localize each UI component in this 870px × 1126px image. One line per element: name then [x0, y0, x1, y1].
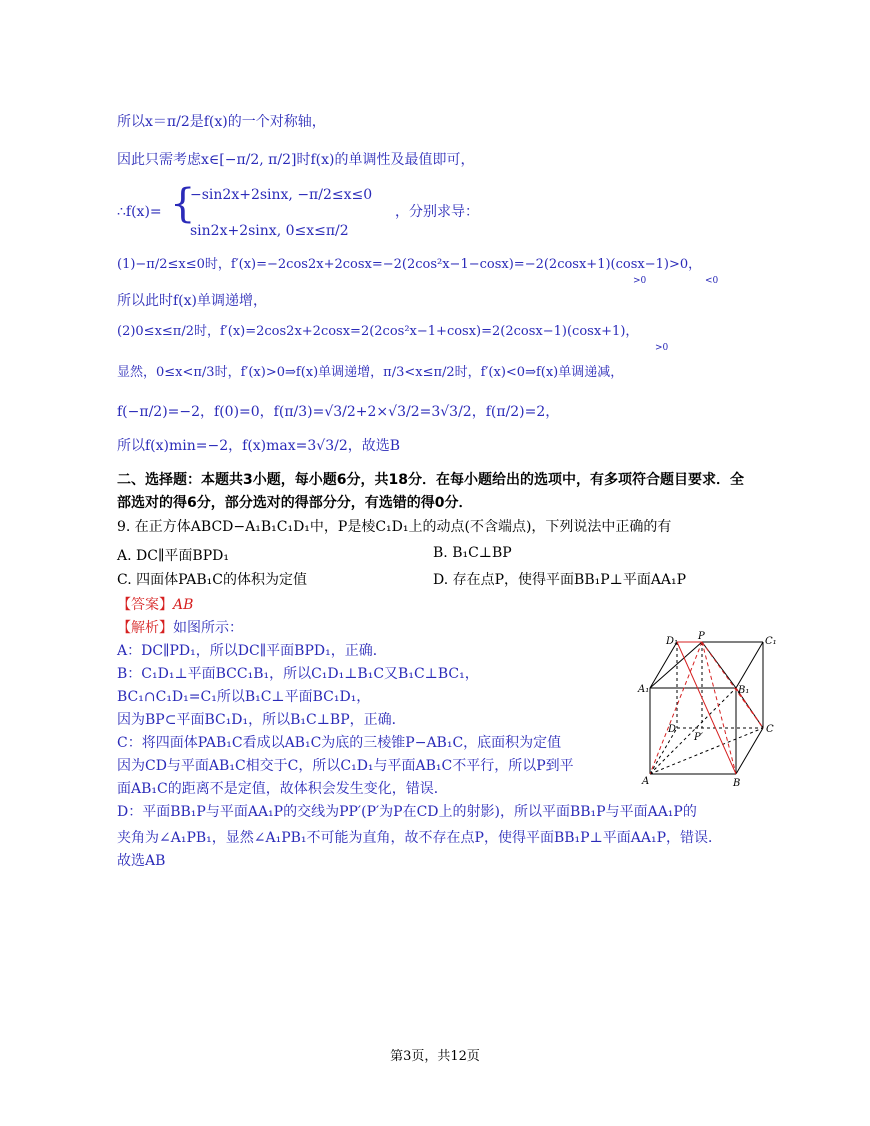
solution-line-3b: ，分别求导：	[395, 204, 479, 220]
analysis-line-8: D：平面BB₁P与平面AA₁P的交线为PP′(P′为P在CD上的射影)，所以平面BB₁P与平面AA₁P的	[117, 804, 697, 820]
label-p: P	[698, 631, 705, 642]
underbrace-label-3: >0	[655, 343, 669, 353]
label-a: A	[642, 776, 650, 787]
solution-line-5: 所以此时f(x)单调递增，	[117, 293, 268, 309]
option-a: A. DC∥平面BPD₁	[117, 548, 229, 564]
section-heading-line-1: 二、选择题：本题共3小题，每小题6分，共18分．在每小题给出的选项中，有多项符合题目要求．全	[117, 472, 744, 488]
analysis-line-9: 夹角为∠A₁PB₁，显然∠A₁PB₁不可能为直角，故不存在点P，使得平面BB₁P⊥平面AA₁P，错误．	[117, 830, 722, 846]
option-b: B. B₁C⊥BP	[433, 545, 512, 561]
option-c: C. 四面体PAB₁C的体积为定值	[117, 572, 307, 588]
option-d: D. 存在点P，使得平面BB₁P⊥平面AA₁P	[433, 572, 687, 588]
analysis-line-2: B：C₁D₁⊥平面BCC₁B₁，所以C₁D₁⊥B₁C又B₁C⊥BC₁，	[117, 666, 479, 682]
piecewise-case-1: −sin2x+2sinx, −π/2≤x≤0	[190, 187, 373, 203]
analysis-line-6: 因为CD与平面AB₁C相交于C，所以C₁D₁与平面AB₁C不平行，所以P到平	[117, 758, 574, 774]
brace-glyph: {	[170, 181, 196, 227]
edge-a1-d1	[650, 642, 677, 688]
underbrace-label-1: >0	[633, 276, 647, 286]
question-9-stem: 9. 在正方体ABCD−A₁B₁C₁D₁中，P是棱C₁D₁上的动点(不含端点)，下列说法中正确的有	[117, 519, 672, 535]
edge-b-c	[736, 728, 763, 774]
underbrace-label-2: <0	[705, 276, 719, 286]
analysis-label: 【解析】	[117, 620, 173, 636]
label-a1: A₁	[638, 684, 650, 695]
solution-line-6: (2)0≤x≤π/2时，f′(x)=2cos2x+2cosx=2(2cos²x−1+cosx)=2(2cosx−1)(cosx+1)，	[117, 324, 639, 339]
hidden-a-c	[650, 728, 763, 774]
edge-b1-c1	[736, 642, 763, 688]
red-p-b	[702, 642, 736, 774]
label-d: D	[668, 724, 677, 735]
solution-line-9: 所以f(x)min=−2，f(x)max=3√3/2，故选B	[117, 438, 401, 454]
label-c: C	[766, 724, 774, 735]
analysis-line-3: BC₁∩C₁D₁=C₁所以B₁C⊥平面BC₁D₁，	[117, 689, 371, 705]
page-footer: 第3页，共12页	[390, 1049, 480, 1064]
solution-line-7: 显然，0≤x<π/3时，f′(x)>0⇒f(x)单调递增，π/3<x≤π/2时，f′(x)<0⇒f(x)单调递减，	[117, 365, 624, 380]
analysis-line-10: 故选AB	[117, 853, 166, 869]
label-b: B	[733, 778, 741, 789]
analysis-line-5: C：将四面体PAB₁C看成以AB₁C为底的三棱锥P−AB₁C，底面积为定值	[117, 735, 562, 751]
piecewise-case-2: sin2x+2sinx, 0≤x≤π/2	[190, 223, 349, 239]
section-heading-line-2: 部选对的得6分，部分选对的得部分分，有选错的得0分．	[117, 495, 473, 511]
analysis-line-4: 因为BP⊂平面BC₁D₁，所以B₁C⊥BP，正确．	[117, 712, 406, 728]
label-b1: B₁	[738, 685, 750, 696]
solution-line-2: 因此只需考虑x∈[−π/2, π/2]时f(x)的单调性及最值即可，	[117, 152, 475, 168]
solution-line-3a: ∴f(x)=	[117, 204, 162, 220]
red-p-a	[650, 642, 702, 774]
solution-line-8: f(−π/2)=−2，f(0)=0，f(π/3)=√3/2+2×√3/2=3√3/2，f(π/2)=2，	[117, 404, 560, 420]
hidden-a-b1	[650, 688, 736, 774]
analysis-line-1: A：DC∥PD₁，所以DC∥平面BPD₁，正确．	[117, 643, 387, 659]
label-pprime: P′	[694, 732, 703, 743]
solution-line-4: (1)−π/2≤x≤0时，f′(x)=−2cos2x+2cosx=−2(2cos²x−1−cosx)=−2(2cosx+1)(cosx−1)>0，	[117, 257, 702, 272]
analysis-line-0: 如图所示：	[173, 620, 243, 636]
solution-line-1: 所以x＝π/2是f(x)的一个对称轴，	[117, 114, 326, 130]
label-c1: C₁	[765, 636, 777, 647]
red-d1-b	[677, 642, 736, 774]
cube-figure	[630, 630, 780, 810]
analysis-line-7: 面AB₁C的距离不是定值，故体积会发生变化，错误．	[117, 781, 448, 797]
answer-value: AB	[173, 597, 194, 613]
answer-label: 【答案】	[117, 597, 173, 613]
label-d1: D₁	[666, 636, 679, 647]
